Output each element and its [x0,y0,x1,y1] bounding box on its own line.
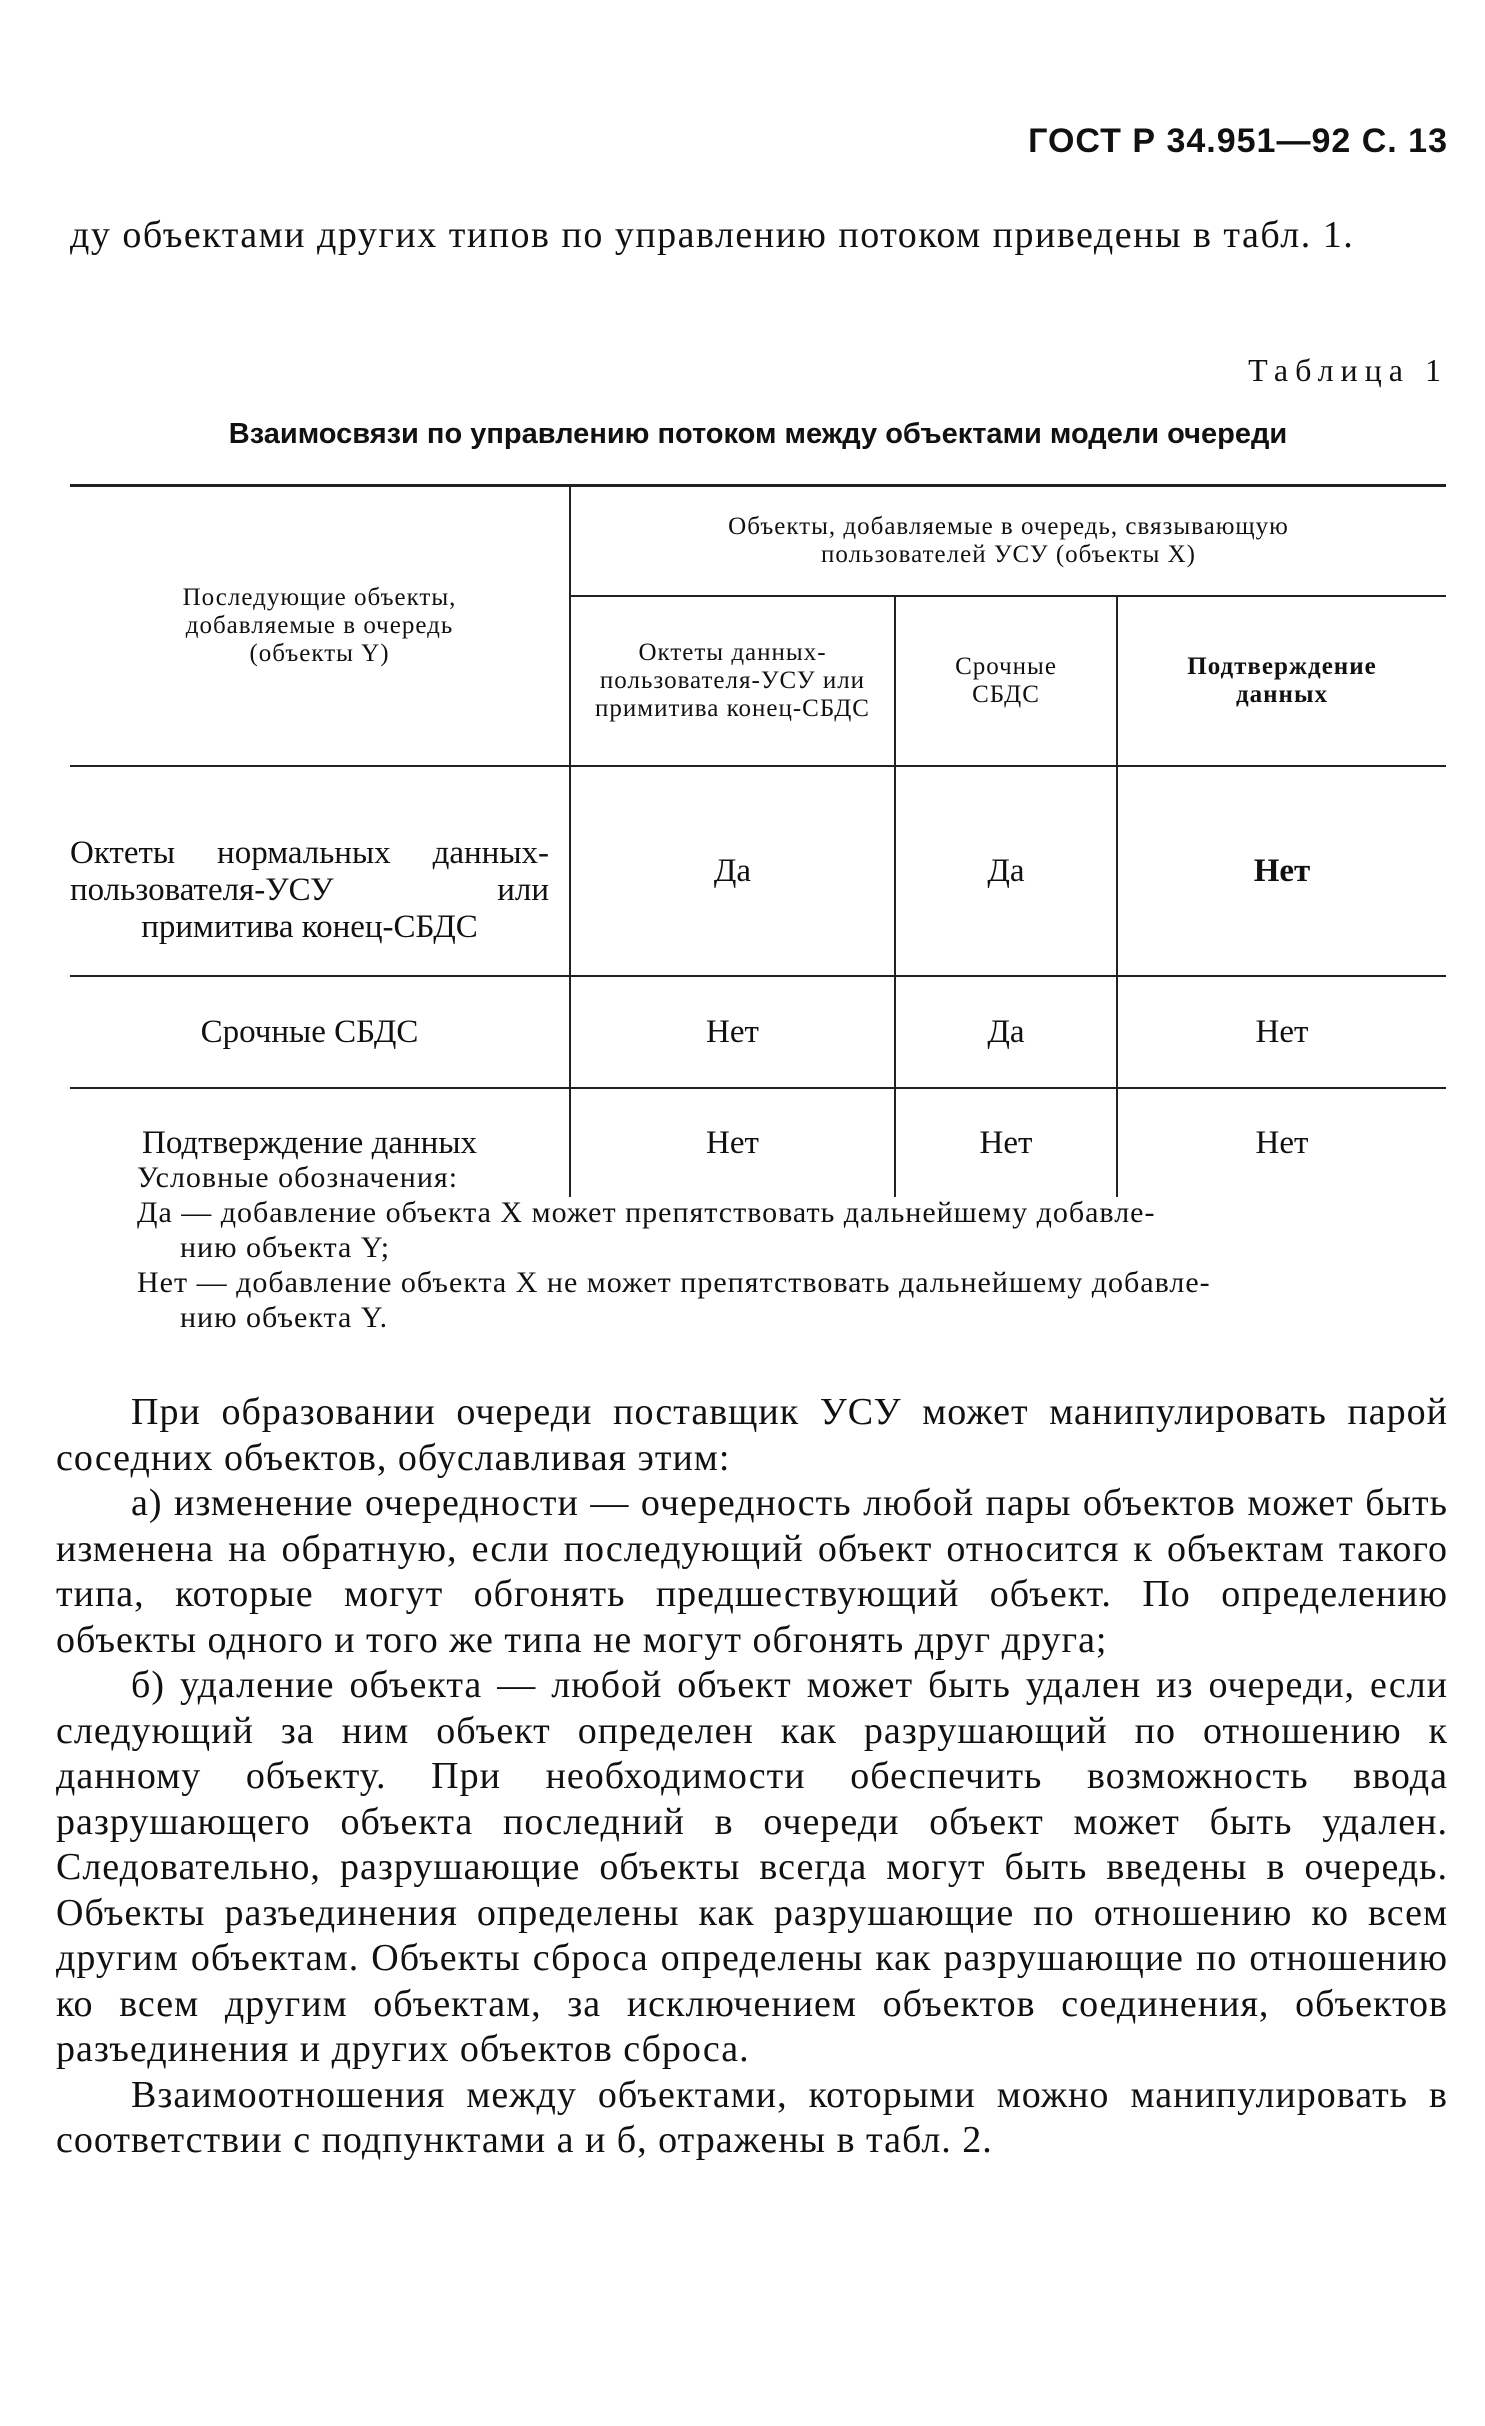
column-header-urgent-text: Срочные СБДС [955,653,1057,708]
table-cell: Да [570,766,895,976]
body-paragraph: а) изменение очередности — очередность любой пары объектов может быть изменена на обратную, если последующий объект относится к объектам такого типа, которые могут обгонять предшествующий объект. По определению объекты одного и того же типа не могут обгонять друг друга; [56,1482,1448,1661]
row-header-cell [70,486,570,767]
column-header-ack [1117,596,1446,766]
lead-paragraph: ду объектами других типов по управлению потоком приведены в табл. 1. [70,214,1355,256]
column-header-ack-text: Подтверждение данных [1187,653,1377,708]
table-cell: Нет [1117,976,1446,1088]
legend-no-continuation: нию объекта Y. [180,1301,389,1334]
table-header-row [70,486,1446,597]
table-title: Взаимосвязи по управлению потоком между объектами модели очереди [228,418,1288,450]
body-paragraph: При образовании очереди поставщик УСУ может манипулировать парой соседних объектов, обуславливая этим: [56,1391,1448,1479]
body-paragraph: Взаимоотношения между объектами, которыми можно манипулировать в соответствии с подпунктами а и б, отражены в табл. 2. [56,2073,1448,2161]
row-label-cell: Подтверждение данных [70,1088,570,1197]
legend-no-line: Нет — добавление объекта X не может препятствовать дальнейшему добавле- [137,1266,1211,1299]
group-header-text: Объекты, добавляемые в очередь, связывающую пользователей УСУ (объекты X) [728,513,1289,568]
table-cell: Нет [570,1088,895,1197]
table-cell: Нет [1117,1088,1446,1197]
table-legend [137,1160,1447,1335]
legend-yes-continuation: нию объекта Y; [180,1231,391,1264]
group-header-cell [570,486,1446,597]
table-row [70,976,1446,1088]
column-header-octets [570,596,895,766]
row-label-cell: Октеты нормальных данных-пользователя-УСУ или примитива конец-СБДС [70,766,570,976]
page-header: ГОСТ Р 34.951—92 С. 13 [1028,122,1448,160]
table-cell: Да [895,976,1117,1088]
row-header-text: Последующие объекты, добавляемые в очередь (объекты Y) [182,584,457,667]
table-cell: Нет [895,1088,1117,1197]
legend-yes-line: Да — добавление объекта X может препятствовать дальнейшему добавле- [137,1196,1156,1229]
body-text [56,1390,1448,2164]
column-header-octets-text: Октеты данных-пользователя-УСУ или примитива конец-СБДС [595,639,870,722]
table-row [70,766,1446,976]
table-cell: Нет [570,976,895,1088]
table-label: Таблица 1 [1248,352,1448,388]
column-header-urgent [895,596,1117,766]
body-paragraph: б) удаление объекта — любой объект может быть удален из очереди, если следующий за ним объект определен как разрушающий по отношению к данному объекту. При необходимости обеспечить возможность ввода разрушающего объекта последний в очереди объект может быть удален. Следовательно, разрушающие объекты всегда могут быть введены в очередь. Объекты разъединения определены как разрушающие по отношению ко всем другим объектам. Объекты сброса определены как разрушающие по отношению ко всем другим объектам, за исключением объектов соединения, объектов разъединения и других объектов сброса. [56,1664,1448,2070]
legend-title: Условные обозначения: [137,1161,459,1194]
flow-control-table [70,484,1446,1197]
table-cell: Нет [1117,766,1446,976]
table-cell: Да [895,766,1117,976]
row-label-cell: Срочные СБДС [70,976,570,1088]
